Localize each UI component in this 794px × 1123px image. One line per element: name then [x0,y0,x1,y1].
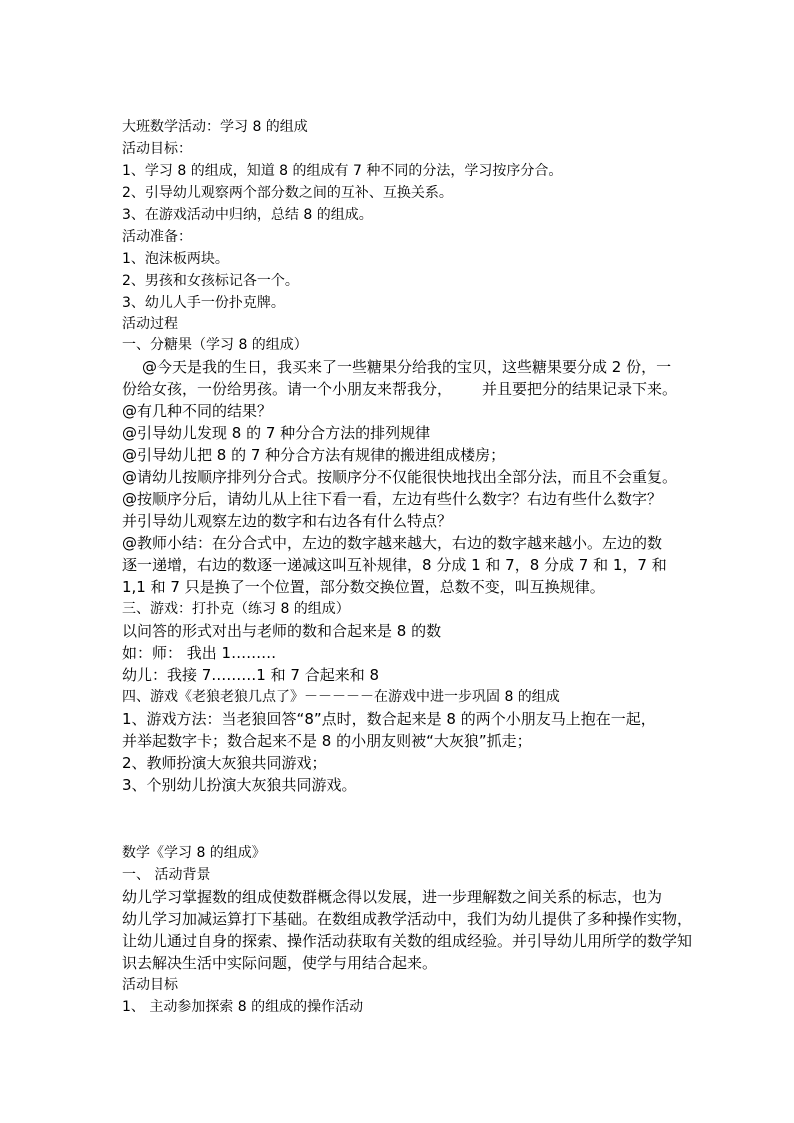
goal-item: 1、 主动参加探索 8 的组成的操作活动 [122,999,364,1015]
method-line: 1、游戏方法：当老狼回答“8”点时，数合起来是 8 的两个小朋友马上抱在一起， [122,710,656,728]
process-heading: 活动过程 [122,316,178,332]
prep-heading: 活动准备： [122,229,192,245]
game-line: 如：师： 我出 1……… [122,644,277,662]
bg-line: 识去解决生活中实际问题，使学与用结合起来。 [122,954,438,972]
question-item: @请幼儿按顺序排列分合式。按顺序分不仅能很快地找出全部分法，而且不会重复。 [122,468,678,486]
question-item: @引导幼儿把 8 的 7 种分合方法有规律的搬进组成楼房； [122,446,506,464]
paragraph-line: @今天是我的生日，我买来了一些糖果分给我的宝贝，这些糖果要分成 2 份，一 [142,358,672,376]
paragraph-text: 份给女孩，一份给男孩。请一个小朋友来帮我分， [122,380,453,398]
prep-item: 2、男孩和女孩标记各一个。 [122,273,299,289]
goal-item: 2、引导幼儿观察两个部分数之间的互补、互换关系。 [122,185,453,201]
question-item: @按顺序分后，请幼儿从上往下看一看，左边有些什么数字？右边有些什么数字？ [122,490,663,508]
step-heading: 四、游戏《老狼老狼几点了》－－－－－在游戏中进一步巩固 8 的组成 [122,689,560,705]
summary-line: @教师小结：在分合式中，左边的数字越来越大，右边的数字越来越小。左边的数 [122,534,663,552]
summary-line: 逐一递增，右边的数逐一递减这叫互补规律，8 分成 1 和 7，8 分成 7 和 1，7 和 [122,556,667,574]
question-item: 并引导幼儿观察左边的数字和右边各有什么特点？ [122,512,453,530]
game-line: 以问答的形式对出与老师的数和合起来是 8 的数 [122,622,442,640]
doc2-title: 数学《学习 8 的组成》 [122,845,266,861]
doc1-title: 大班数学活动：学习 8 的组成 [122,119,308,135]
question-item: @引导幼儿发现 8 的 7 种分合方法的排列规律 [122,424,431,442]
bg-heading: 一、 活动背景 [122,867,211,883]
bg-line: 幼儿学习掌握数的组成使数群概念得以发展，进一步理解数之间关系的标志，也为 [122,888,663,906]
goals-heading: 活动目标 [122,977,178,993]
bg-line: 幼儿学习加减运算打下基础。在数组成教学活动中，我们为幼儿提供了多种操作实物， [122,910,693,928]
step-heading: 三、游戏：打扑克（练习 8 的组成） [122,601,350,617]
paragraph-line [122,378,677,400]
game-line: 幼儿：我接 7………1 和 7 合起来和 8 [122,666,380,684]
method-line: 2、教师扮演大灰狼共同游戏； [122,754,327,772]
bg-line: 让幼儿通过自身的探索、操作活动获取有关数的组成经验。并引导幼儿用所学的数学知 [122,932,693,950]
method-line: 3、个别幼儿扮演大灰狼共同游戏。 [122,776,357,794]
paragraph-text: 并且要把分的结果记录下来。 [482,380,678,398]
question-item: @有几种不同的结果？ [122,402,273,420]
method-line: 并举起数字卡；数合起来不是 8 的小朋友则被“大灰狼”抓走； [122,732,532,750]
prep-item: 3、幼儿人手一份扑克牌。 [122,295,285,311]
goal-item: 3、在游戏活动中归纳，总结 8 的组成。 [122,207,373,223]
goal-item: 1、学习 8 的组成，知道 8 的组成有 7 种不同的分法，学习按序分合。 [122,163,563,179]
summary-line: 1,1 和 7 只是换了一个位置，部分数交换位置，总数不变，叫互换规律。 [122,578,605,596]
goals-heading: 活动目标： [122,141,192,157]
prep-item: 1、泡沫板两块。 [122,251,229,267]
step-heading: 一、分糖果（学习 8 的组成） [122,337,308,353]
